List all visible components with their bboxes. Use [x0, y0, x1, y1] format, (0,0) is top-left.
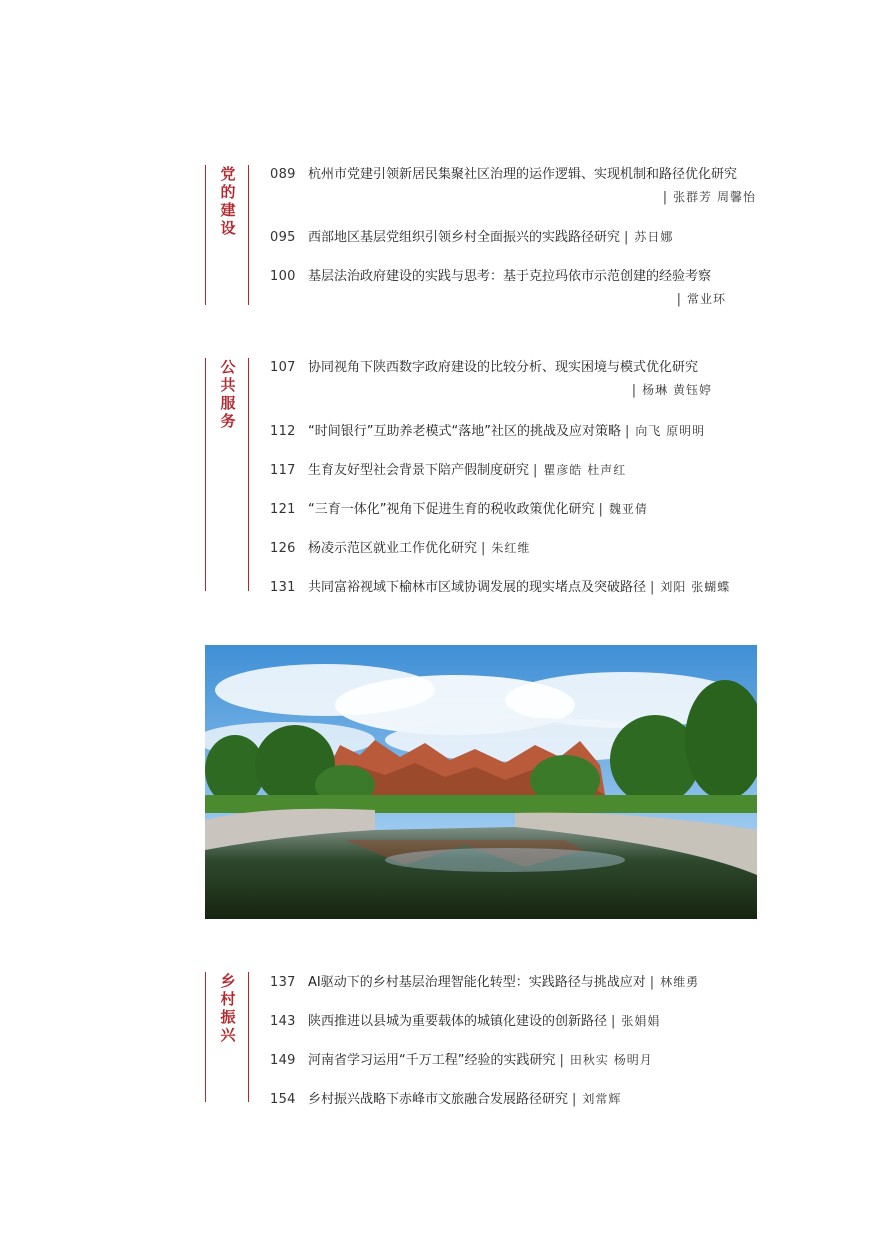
article-authors: 朱红维 [491, 541, 531, 555]
landscape-photo-illustration [205, 645, 757, 919]
separator: | [676, 292, 681, 307]
separator: | [650, 580, 655, 595]
toc-entry[interactable] [270, 1010, 756, 1029]
article-title: 河南省学习运用“千万工程”经验的实践研究 [308, 1053, 556, 1068]
page-number: 107 [270, 360, 296, 375]
page-number: 143 [270, 1014, 296, 1029]
page-number: 126 [270, 541, 296, 556]
separator: | [631, 383, 637, 398]
article-authors: 向飞 原明明 [635, 424, 706, 438]
article-title: 陕西推进以县城为重要载体的城镇化建设的创新路径 [308, 1014, 608, 1029]
separator: | [662, 190, 668, 205]
page-number: 154 [270, 1092, 296, 1107]
toc-entry[interactable] [270, 537, 756, 556]
page-number: 131 [270, 580, 296, 595]
section-left-rule [205, 165, 206, 305]
toc-entry[interactable] [270, 1088, 756, 1107]
page-number: 095 [270, 230, 296, 245]
article-authors: 林维勇 [660, 975, 700, 989]
article-title: 协同视角下陕西数字政府建设的比较分析、现实困境与模式优化研究 [308, 360, 699, 375]
separator: | [533, 463, 538, 478]
section-right-rule [248, 972, 249, 1102]
article-authors: 张娟娟 [621, 1014, 661, 1028]
section-label: 乡村振兴 [220, 972, 236, 1044]
article-title: 乡村振兴战略下赤峰市文旅融合发展路径研究 [308, 1092, 569, 1107]
landscape-photo [205, 645, 757, 919]
article-authors: 刘常辉 [582, 1092, 622, 1106]
article-title: 杭州市党建引领新居民集聚社区治理的运作逻辑、实现机制和路径优化研究 [308, 167, 738, 182]
separator: | [624, 230, 629, 245]
article-authors: 张群芳 周馨怡 [673, 190, 756, 204]
article-title: 生育友好型社会背景下陪产假制度研究 [308, 463, 530, 478]
article-authors: 苏日娜 [634, 230, 674, 244]
separator: | [559, 1053, 564, 1068]
separator: | [481, 541, 486, 556]
page-number: 117 [270, 463, 296, 478]
article-title: 基层法治政府建设的实践与思考：基于克拉玛依市示范创建的经验考察 [308, 269, 712, 284]
separator: | [598, 502, 603, 517]
section-right-rule [248, 165, 249, 305]
page-number: 100 [270, 269, 296, 284]
article-title: “时间银行”互助养老模式“落地”社区的挑战及应对策略 [308, 424, 621, 439]
article-title: “三育一体化”视角下促进生育的税收政策优化研究 [308, 502, 595, 517]
page-number: 121 [270, 502, 296, 517]
article-authors: 瞿彦皓 杜声红 [543, 463, 627, 477]
section-label: 党的建设 [220, 165, 236, 237]
article-authors: 常业环 [686, 292, 726, 306]
article-title: 西部地区基层党组织引领乡村全面振兴的实践路径研究 [308, 230, 621, 245]
article-title: 共同富裕视域下榆林市区域协调发展的现实堵点及突破路径 [308, 580, 647, 595]
page-number: 137 [270, 975, 296, 990]
toc-entry[interactable] [270, 226, 756, 245]
page-number: 112 [270, 424, 296, 439]
toc-entry[interactable] [270, 971, 756, 990]
toc-entry[interactable] [270, 1049, 756, 1068]
separator: | [649, 975, 655, 990]
article-authors: 魏亚倩 [608, 502, 648, 516]
page-number: 149 [270, 1053, 296, 1068]
separator: | [611, 1014, 616, 1029]
section-left-rule [205, 358, 206, 591]
toc-entry[interactable] [270, 265, 756, 307]
section-label: 公共服务 [220, 358, 236, 430]
article-authors: 杨琳 黄钰婷 [642, 383, 712, 397]
toc-entry[interactable] [270, 576, 756, 595]
separator: | [624, 424, 630, 439]
article-authors: 刘阳 张蝴蝶 [660, 580, 731, 594]
toc-entry[interactable] [270, 498, 756, 517]
page-number: 089 [270, 167, 296, 182]
toc-entry[interactable] [270, 356, 756, 398]
article-authors: 田秋实 杨明月 [569, 1053, 653, 1067]
toc-entry[interactable] [270, 420, 756, 439]
toc-entry[interactable] [270, 163, 756, 205]
section-left-rule [205, 972, 206, 1102]
article-title: 杨凌示范区就业工作优化研究 [308, 541, 478, 556]
section-right-rule [248, 358, 249, 591]
toc-entry[interactable] [270, 459, 756, 478]
article-title: AI驱动下的乡村基层治理智能化转型：实践路径与挑战应对 [308, 975, 646, 990]
separator: | [572, 1092, 577, 1107]
